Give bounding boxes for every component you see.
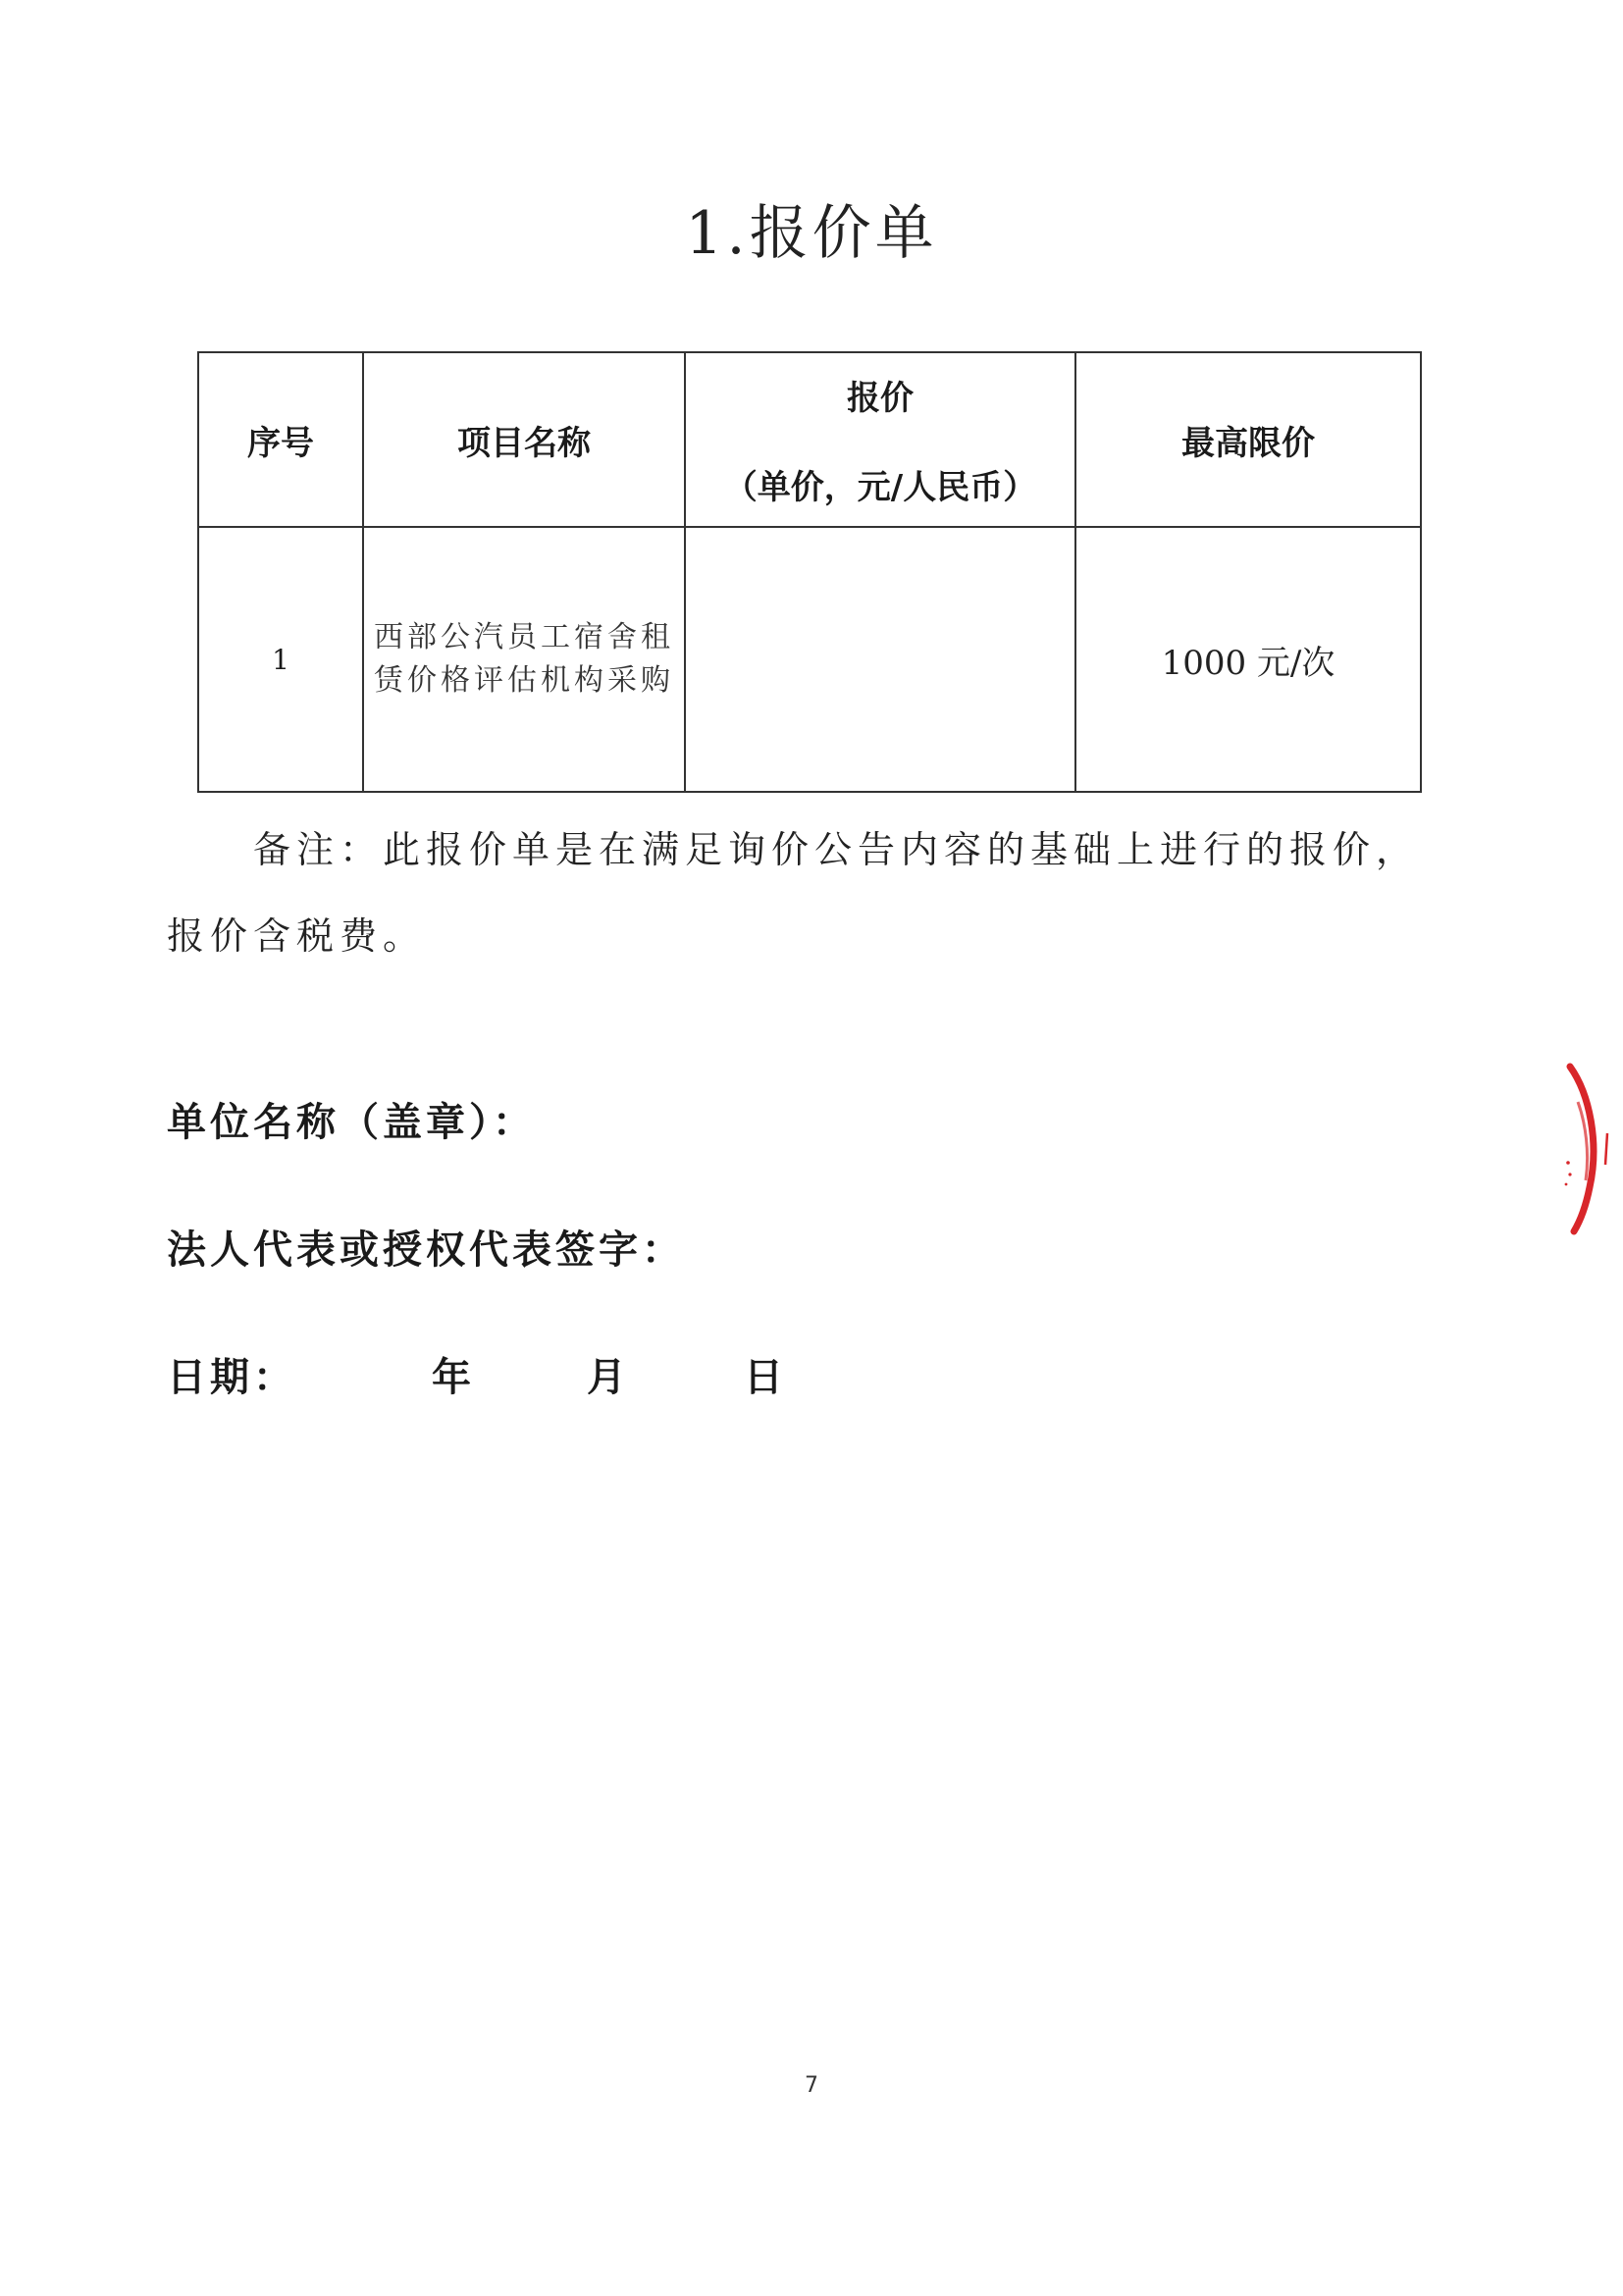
header-project-name: 项目名称 — [363, 352, 685, 527]
header-price-title: 报价 — [847, 379, 914, 418]
red-seal-edge-icon — [1556, 1055, 1615, 1241]
header-price-unit: （单价，元/人民币） — [723, 468, 1037, 507]
month-label: 月 — [587, 1355, 630, 1400]
unit-name-label: 单位名称（盖章）： — [167, 1100, 536, 1145]
cell-price[interactable] — [685, 527, 1075, 792]
table-header-row — [198, 352, 1421, 527]
cell-project-name: 西部公汽员工宿舍租赁价格评估机构采购 — [363, 527, 685, 792]
date-label: 日期： — [167, 1355, 296, 1400]
cell-seq: 1 — [198, 527, 363, 792]
day-label: 日 — [744, 1355, 787, 1400]
year-label: 年 — [432, 1355, 475, 1400]
cell-max-price: 1000 元/次 — [1075, 527, 1421, 792]
page-title: 1.报价单 — [685, 199, 938, 268]
header-seq: 序号 — [198, 352, 363, 527]
remark-text: 备注：此报价单是在满足询价公告内容的基础上进行的报价，报价含税费。 — [167, 828, 1420, 958]
table-row — [198, 527, 1421, 792]
date-line — [167, 1346, 854, 1400]
representative-signature-label: 法人代表或授权代表签字： — [167, 1227, 685, 1273]
quote-table — [197, 351, 1422, 793]
header-max-price: 最高限价 — [1075, 352, 1421, 527]
header-price — [685, 352, 1075, 527]
page-number: 7 — [805, 2073, 818, 2098]
